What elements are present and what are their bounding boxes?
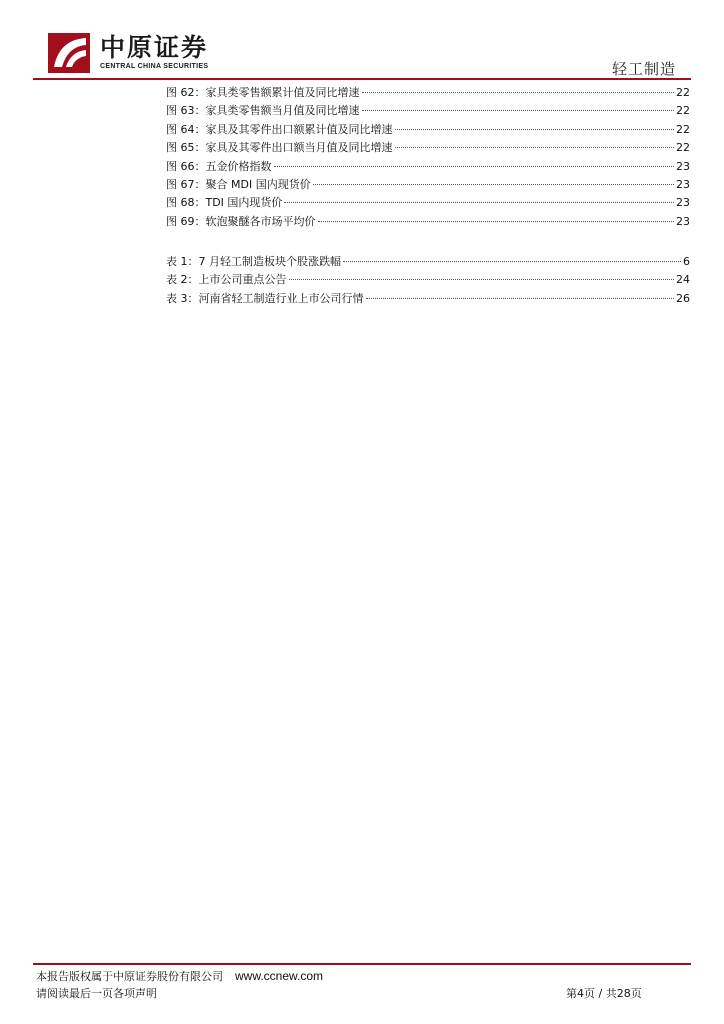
toc-entry-page: 24: [676, 273, 690, 287]
toc-entry-label: 表 3：河南省轻工制造行业上市公司行情: [166, 291, 364, 305]
toc-leader: [395, 129, 675, 130]
toc-entry-page: 23: [676, 159, 690, 173]
toc-entry[interactable]: [166, 121, 690, 139]
toc-entry-label: 图 68：TDI 国内现货价: [166, 196, 283, 210]
toc-entry-label: 图 62：家具类零售额累计值及同比增速: [166, 86, 360, 99]
toc-entry-page: 6: [683, 255, 690, 268]
toc-entry[interactable]: [166, 253, 690, 271]
toc-entry-label: 图 67：聚合 MDI 国内现货价: [166, 177, 311, 191]
logo-mark-icon: [48, 33, 90, 73]
toc-entry-label: 图 65：家具及其零件出口额当月值及同比增速: [166, 141, 393, 155]
toc-entry[interactable]: [166, 158, 690, 176]
toc-entry-label: 图 63：家具类零售额当月值及同比增速: [166, 104, 360, 118]
logo-english-name: CENTRAL CHINA SECURITIES: [100, 63, 209, 70]
toc-entry[interactable]: [166, 84, 690, 102]
toc-leader: [366, 298, 675, 299]
page-number: 第4页 / 共28页: [566, 987, 642, 1000]
logo-chinese-name: 中原证券: [100, 33, 209, 62]
toc-figure-list: [166, 84, 690, 231]
footer-copyright-line: [36, 968, 323, 984]
toc-leader: [274, 166, 675, 167]
footer-copyright: 本报告版权属于中原证券股份有限公司: [36, 970, 223, 983]
section-title: 轻工制造: [611, 60, 676, 78]
toc-leader: [362, 110, 675, 111]
toc-entry-page: 22: [676, 141, 690, 155]
toc-entry-label: 表 2：上市公司重点公告: [166, 273, 287, 287]
toc-entry-label: 图 66：五金价格指数: [166, 159, 272, 173]
toc-leader: [395, 147, 675, 148]
toc-entry-label: 图 69：软泡聚醚各市场平均价: [166, 214, 316, 228]
toc-entry-label: 图 64：家具及其零件出口额累计值及同比增速: [166, 122, 393, 136]
toc-leader: [343, 261, 681, 262]
toc-entry-page: 23: [676, 177, 690, 191]
toc-entry-page: 23: [676, 196, 690, 210]
toc-entry[interactable]: [166, 102, 690, 120]
toc-leader: [289, 279, 675, 280]
company-logo: [48, 33, 228, 75]
toc-entry[interactable]: [166, 194, 690, 212]
toc-leader: [313, 184, 674, 185]
toc-entry[interactable]: [166, 271, 690, 289]
toc-entry-page: 22: [676, 86, 690, 99]
toc-leader: [284, 202, 674, 203]
toc-entry-page: 26: [676, 291, 690, 305]
footer-divider: [33, 963, 691, 965]
toc-entry[interactable]: [166, 213, 690, 231]
toc-entry-page: 23: [676, 214, 690, 228]
toc-entry[interactable]: [166, 290, 690, 308]
footer-url-link[interactable]: www.ccnew.com: [235, 969, 324, 983]
toc-entry-label: 表 1：7 月轻工制造板块个股涨跌幅: [166, 255, 341, 268]
toc-table-list: [166, 253, 690, 308]
toc-entry[interactable]: [166, 176, 690, 194]
footer-disclaimer: 请阅读最后一页各项声明: [36, 987, 157, 1000]
toc-leader: [362, 92, 675, 93]
toc-entry-page: 22: [676, 104, 690, 118]
toc-leader: [318, 221, 675, 222]
toc-entry[interactable]: [166, 139, 690, 157]
toc-entry-page: 22: [676, 122, 690, 136]
header-divider: [33, 78, 691, 80]
